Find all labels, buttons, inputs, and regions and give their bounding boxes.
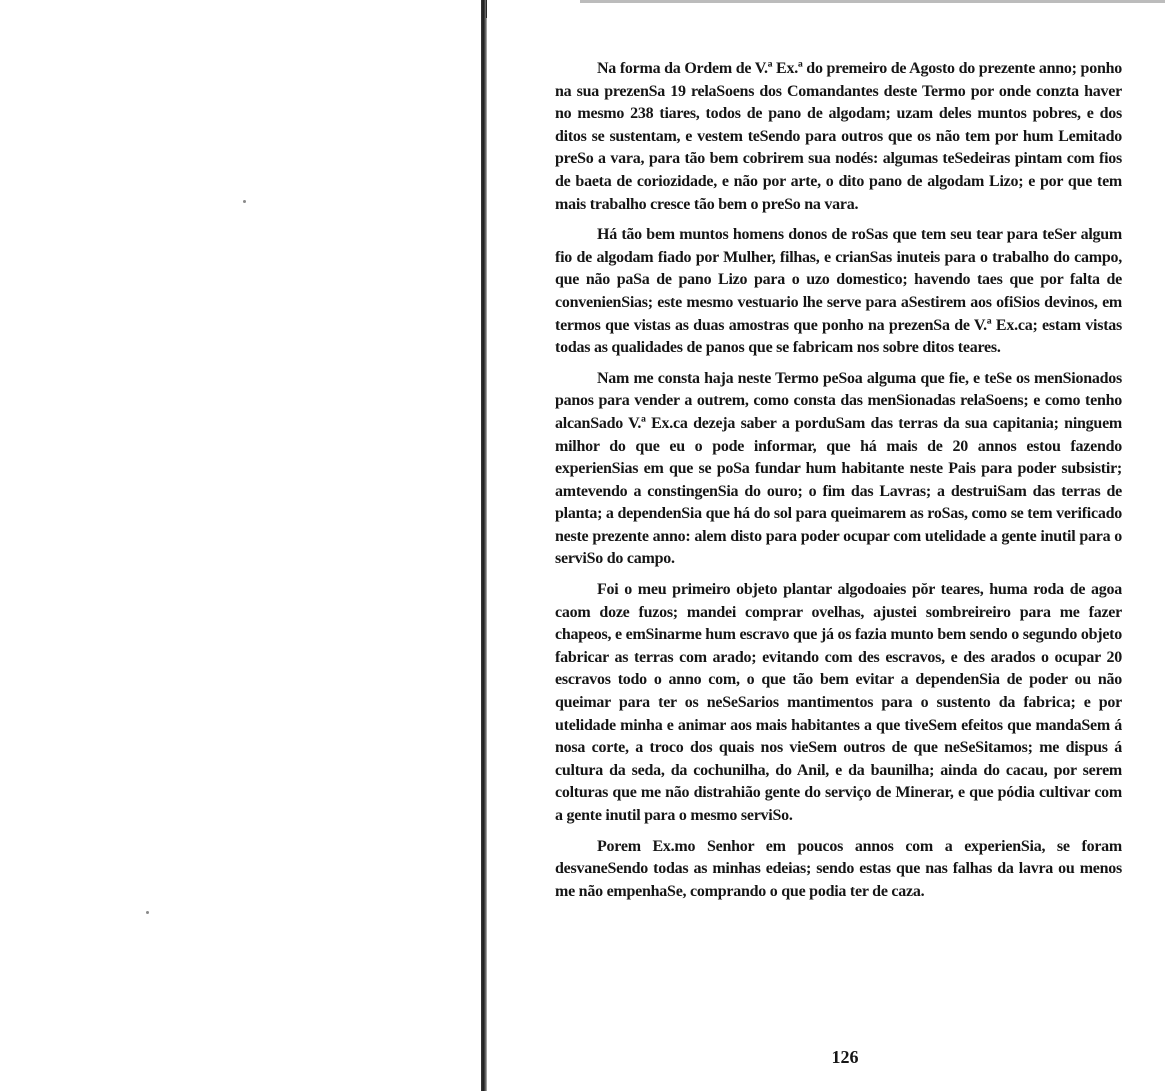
page-number: 126 — [831, 1047, 859, 1067]
paragraph-2: Há tão bem muntos homens donos de roSas que tem seu tear para teSer algum fio de algodam fiado por Mulher, filhas, e crianSas inuteis para o trabalho do campo, que não paSa de pano Lizo para o uzo domestico; havendo taes que por falta de convenienSias; este mesmo vestuario lhe serve para aSestirem aos ofiSios devinos, em termos que vistas as duas amostras que ponho na prezenSa de V.ª Ex.ca; estam vistas todas as qualidades de panos que se fabricam nos sobre ditos teares. — [555, 226, 1122, 357]
paragraph-1: Na forma da Ordem de V.ª Ex.ª do premeiro de Agosto do prezente anno; ponho na sua prezenSa 19 relaSoens dos Comandantes deste Termo por onde conzta haver no mesmo 238 tiares, todos de pano de algodam; uzam deles muntos pobres, e dos ditos se sustentam, e vestem teSendo para outros que os não tem por hum Lemitado preSo a vara, para tão bem cobrirem sua nodés: algumas teSedeiras pintam com fios de baeta de coriozidade, e não por arte, o dito pano de algodam Lizo; e por que tem mais trabalho cresce tão bem o preSo na vara. — [555, 60, 1122, 213]
paragraph-5: Porem Ex.mo Senhor em poucos annos com a experienSia, se foram desvaneSendo todas as minhas edeias; sendo estas que nas falhas da lavra ou menos me não empenhaSe, comprando o que podia ter de caza. — [555, 837, 1122, 900]
page-text-block — [555, 58, 1122, 911]
paragraph-4: Foi o meu primeiro objeto plantar algodoaies pŏr teares, huma roda de agoa caom doze fuzos; mandei comprar ovelhas, ajustei sombreireiro para me fazer chapeos, e emSinarme hum escravo que já os fazia munto bem sendo o segundo objeto fabricar as terras com arado; evitando com des escravos, e des arados o ocupar 20 escravos todo o anno com, o que tão bem evitar a dependenSia de poder ou não queimar para ter os neSeSarios mantimentos para o sustento da fabrica; e por utelidade minha e animar aos mais habitantes a que tiveSem efeitos que mandaSem á nosa corte, a troco dos quais nos vieSem outros de que neSeSitamos; me dispus á cultura da seda, da cochunilha, do Anil, e da baunilha; ainda do cacau, por serem colturas que me não distrahião gente do serviço de Minerar, e que pódia cultivar com a gente inutil para o mesmo serviSo. — [555, 581, 1122, 824]
page-speck — [146, 911, 149, 914]
paragraph-3: Nam me consta haja neste Termo peSoa alguma que fie, e teSe os menSionados panos para vender a outrem, como consta das menSionadas relaSoens; e como tenho alcanSado V.ª Ex.ca dezeja saber a porduSam das terras da sua capitania; ninguem milhor do que eu o pode informar, que há mais de 20 annos estou fazendo experienSias em que se poSa fundar hum habitante neste Pais para poder subsistir; amtevendo a constingenSia do ouro; o fim das Lavras; a destruiSam das terras de planta; a dependenSia que há do sol para queimarem as roSas, como se tem verificado neste prezente anno: alem disto para poder ocupar com utelidade a gente inutil para o serviSo do campo. — [555, 369, 1122, 568]
page-top-edge — [580, 0, 1165, 3]
page-speck — [243, 200, 246, 203]
left-blank-page — [0, 0, 482, 1091]
